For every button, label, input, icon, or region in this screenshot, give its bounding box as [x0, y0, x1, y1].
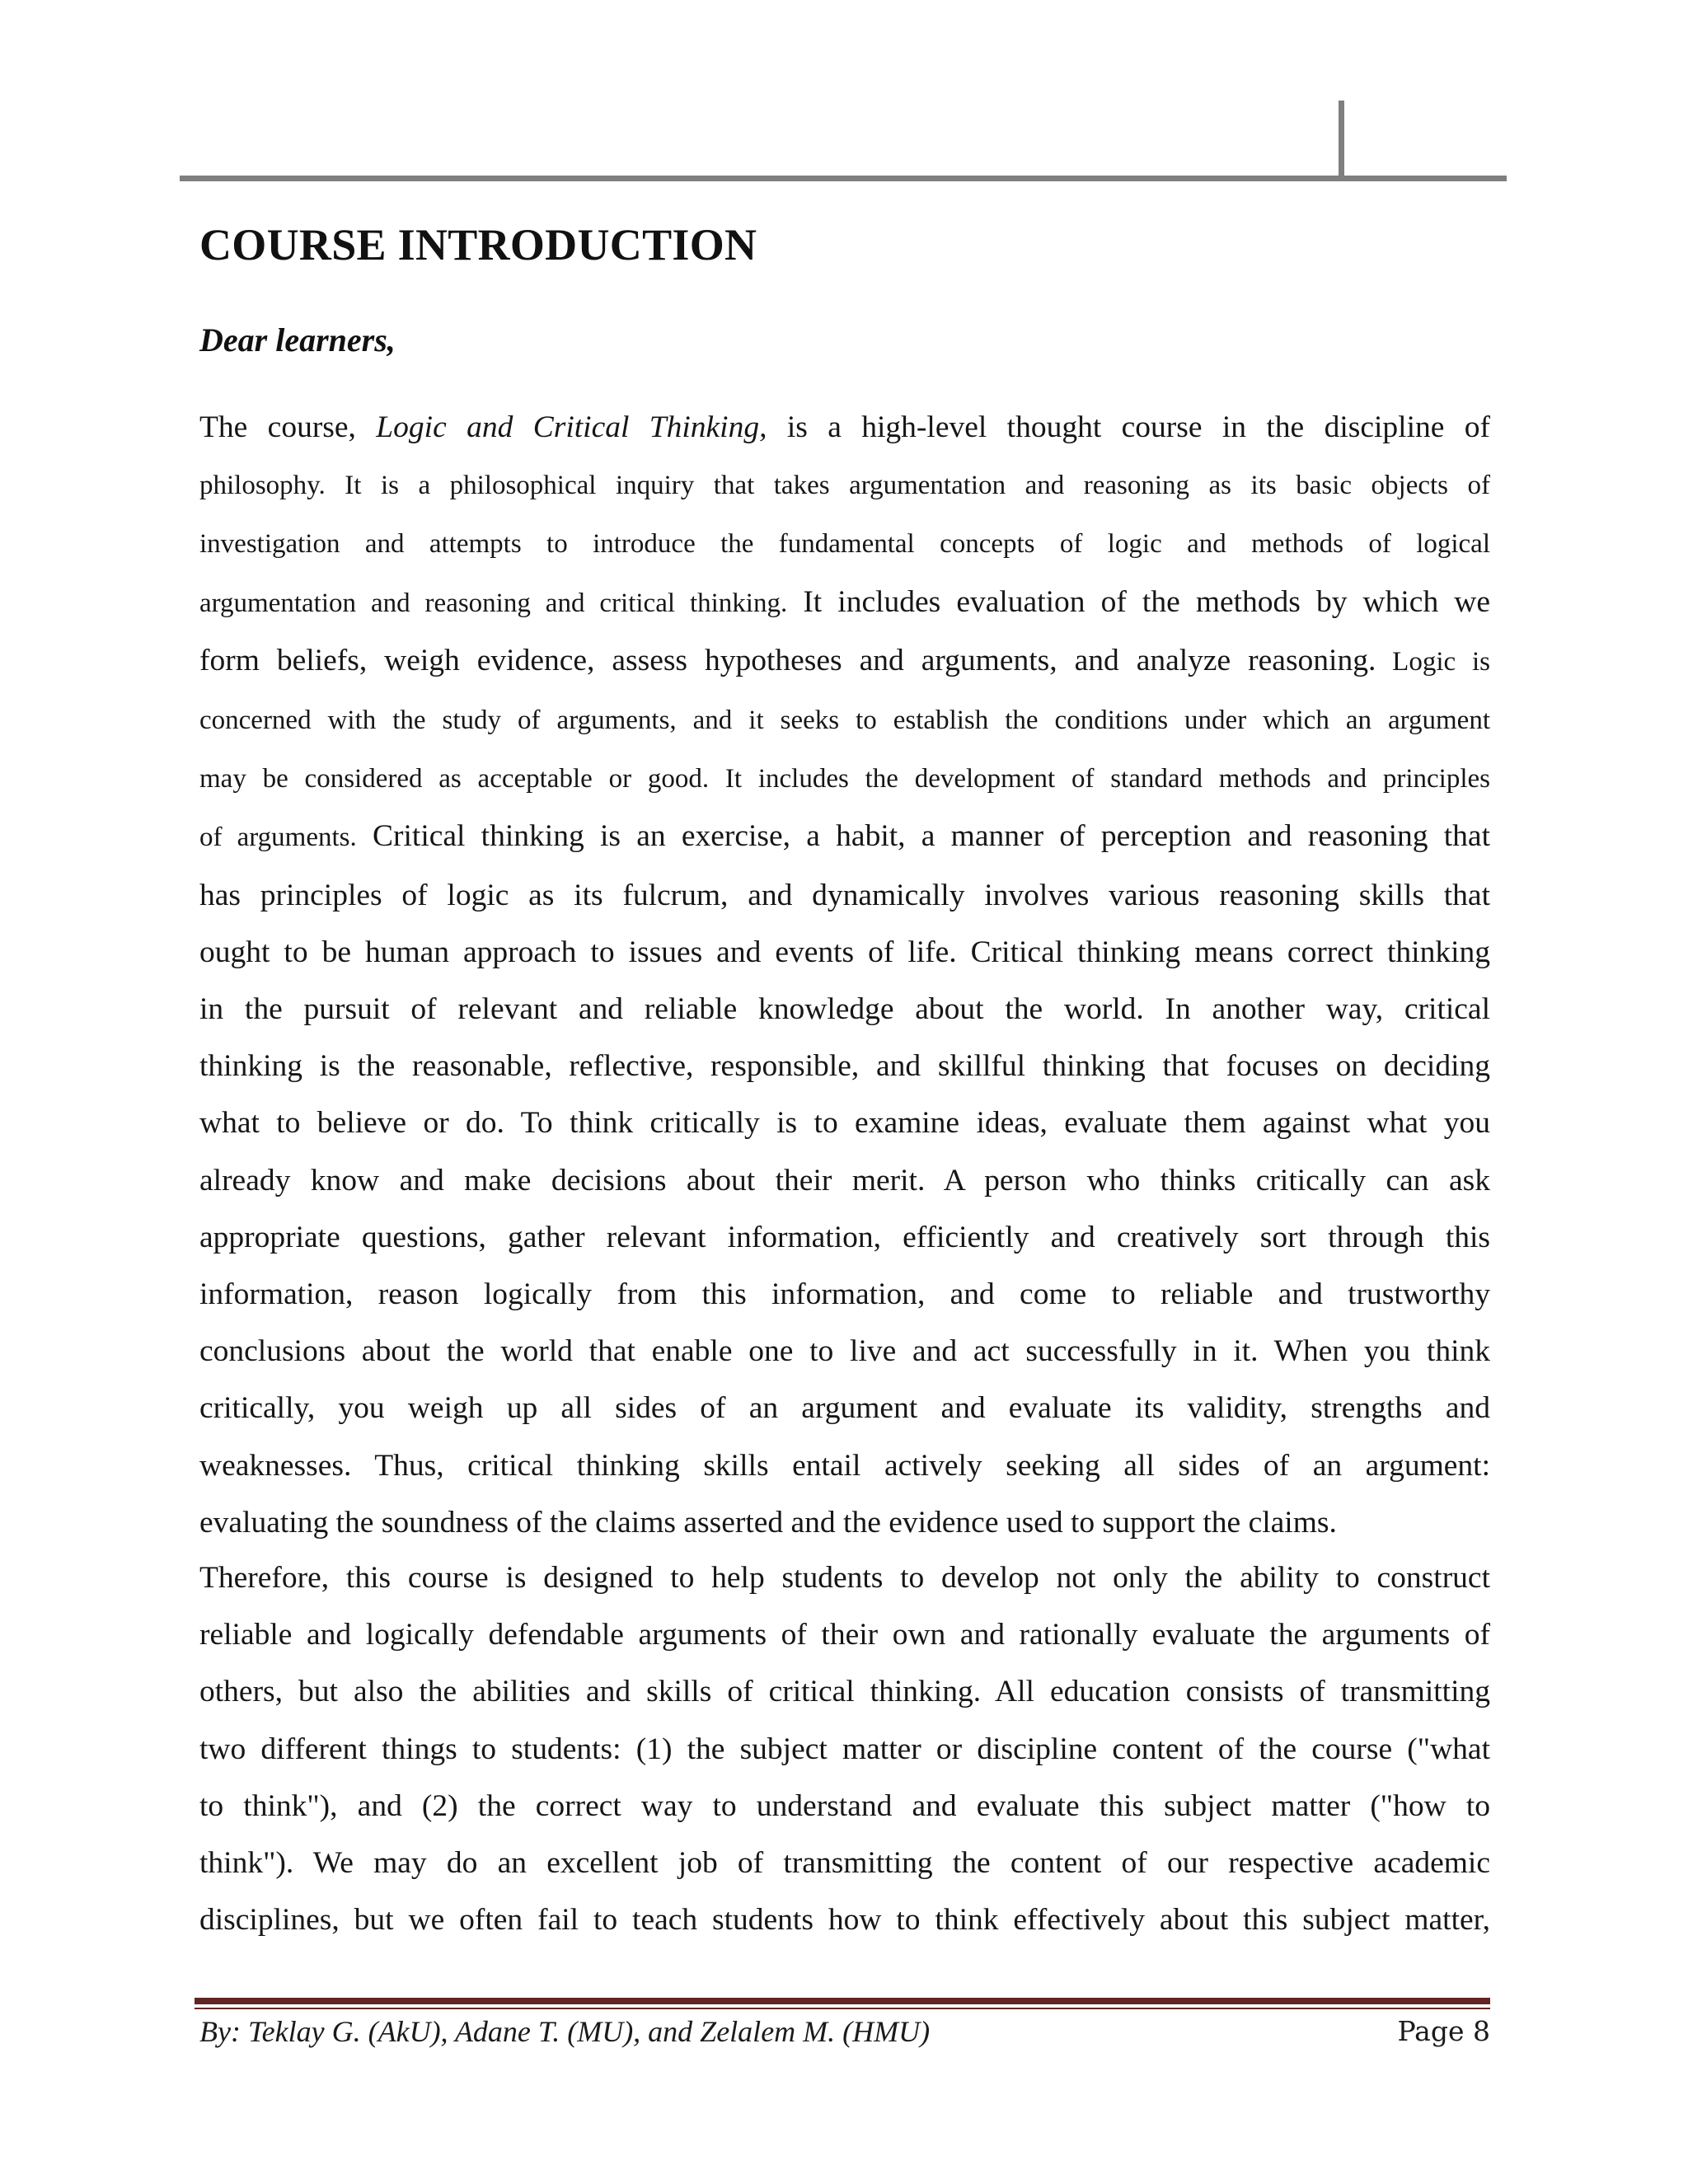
paragraph-2: [199, 1549, 1490, 1948]
text-line: [199, 1835, 1490, 1891]
text-run: of arguments.: [199, 823, 357, 853]
text-line: [199, 1437, 1490, 1494]
text-line: [199, 1891, 1490, 1948]
text-run: weaknesses. Thus, critical thinking skills entail actively seeking all sides of an argument:: [199, 1448, 1490, 1483]
text-run: ought to be human approach to issues and events of life. Critical thinking means correct thinking: [199, 935, 1490, 969]
text-run: The course,: [199, 410, 377, 444]
text-run: others, but also the abilities and skills of critical thinking. All education consists of transmitting: [199, 1675, 1490, 1709]
text-line: [199, 924, 1490, 981]
text-line: [199, 514, 1490, 573]
text-line: [199, 456, 1490, 514]
text-run: think"). We may do an excellent job of transmitting the content of our respective academic: [199, 1846, 1490, 1881]
text-run: thinking is the reasonable, reflective, responsible, and skillful thinking that focuses on deciding: [199, 1049, 1490, 1084]
text-line: [199, 1209, 1490, 1266]
text-run: philosophy. It is a philosophical inquiry that takes argumentation and reasoning as its basic objects of: [199, 471, 1490, 501]
text-line: [199, 1663, 1490, 1720]
text-run: in the pursuit of relevant and reliable knowledge about the world. In another way, critical: [199, 992, 1490, 1027]
header-rule: [180, 176, 1507, 181]
text-run: concerned with the study of arguments, and it seeks to establish the conditions under which an argument: [199, 705, 1490, 736]
text-run: investigation and attempts to introduce the fundamental concepts of logic and methods of logical: [199, 529, 1490, 560]
text-line: [199, 1380, 1490, 1436]
paragraph-1: [199, 399, 1490, 1551]
footer-authors: By: Teklay G. (AkU), Adane T. (MU), and Zelalem M. (HMU): [199, 2015, 931, 2048]
text-line: [199, 632, 1490, 691]
text-run: conclusions about the world that enable one to live and act successfully in it. When you think: [199, 1334, 1490, 1369]
text-run: Therefore, this course is designed to help students to develop not only the ability to construct: [199, 1561, 1490, 1595]
text-line: [199, 1494, 1490, 1551]
text-run: is a high-level thought course in the discipline of: [767, 410, 1490, 444]
text-line: [199, 1778, 1490, 1835]
text-run: information, reason logically from this information, and come to reliable and trustworthy: [199, 1277, 1490, 1312]
text-line: [199, 981, 1490, 1038]
salutation: Dear learners,: [199, 321, 396, 359]
text-line: [199, 1152, 1490, 1209]
text-line: [199, 808, 1490, 866]
footer-rule-thin: [195, 2008, 1490, 2009]
text-line: [199, 691, 1490, 749]
text-run: argumentation and reasoning and critical thinking.: [199, 588, 788, 618]
header-tick: [1339, 101, 1344, 180]
text-run: may be considered as acceptable or good. It includes the development of standard methods and principles: [199, 764, 1490, 794]
text-run: form beliefs, weigh evidence, assess hypotheses and arguments, and analyze reasoning.: [199, 643, 1376, 677]
text-run: has principles of logic as its fulcrum, and dynamically involves various reasoning skills that: [199, 878, 1490, 912]
text-run: to think"), and (2) the correct way to understand and evaluate this subject matter ("how to: [199, 1788, 1490, 1823]
page-heading: COURSE INTRODUCTION: [199, 220, 757, 269]
text-line: [199, 1094, 1490, 1151]
footer-rule: [195, 1998, 1490, 2004]
text-line: [199, 1606, 1490, 1663]
text-line: [199, 1549, 1490, 1606]
text-line: [199, 749, 1490, 808]
text-run: critically, you weigh up all sides of an argument and evaluate its validity, strengths and: [199, 1391, 1490, 1426]
page-number: Page 8: [1397, 2015, 1490, 2047]
text-line: [199, 399, 1490, 456]
text-line: [199, 574, 1490, 632]
text-run: It includes evaluation of the methods by which we: [787, 584, 1490, 619]
text-run: Critical thinking is an exercise, a habit, a manner of perception and reasoning that: [356, 819, 1490, 854]
text-line: [199, 1038, 1490, 1094]
text-run: reliable and logically defendable arguments of their own and rationally evaluate the arguments of: [199, 1618, 1490, 1652]
text-line: [199, 1721, 1490, 1778]
text-line: [199, 867, 1490, 924]
text-run: Logic and Critical Thinking,: [376, 410, 767, 444]
text-run: evaluating the soundness of the claims asserted and the evidence used to support the claims.: [199, 1505, 1337, 1540]
text-run: Logic is: [1376, 646, 1490, 677]
text-run: what to believe or do. To think critically is to examine ideas, evaluate them against what you: [199, 1106, 1490, 1141]
text-run: two different things to students: (1) the subject matter or discipline content of the course ("what: [199, 1732, 1490, 1766]
text-run: already know and make decisions about their merit. A person who thinks critically can ask: [199, 1163, 1490, 1197]
text-line: [199, 1323, 1490, 1380]
text-line: [199, 1266, 1490, 1323]
text-run: disciplines, but we often fail to teach students how to think effectively about this subject matter,: [199, 1903, 1490, 1938]
text-run: appropriate questions, gather relevant information, efficiently and creatively sort through this: [199, 1220, 1490, 1254]
